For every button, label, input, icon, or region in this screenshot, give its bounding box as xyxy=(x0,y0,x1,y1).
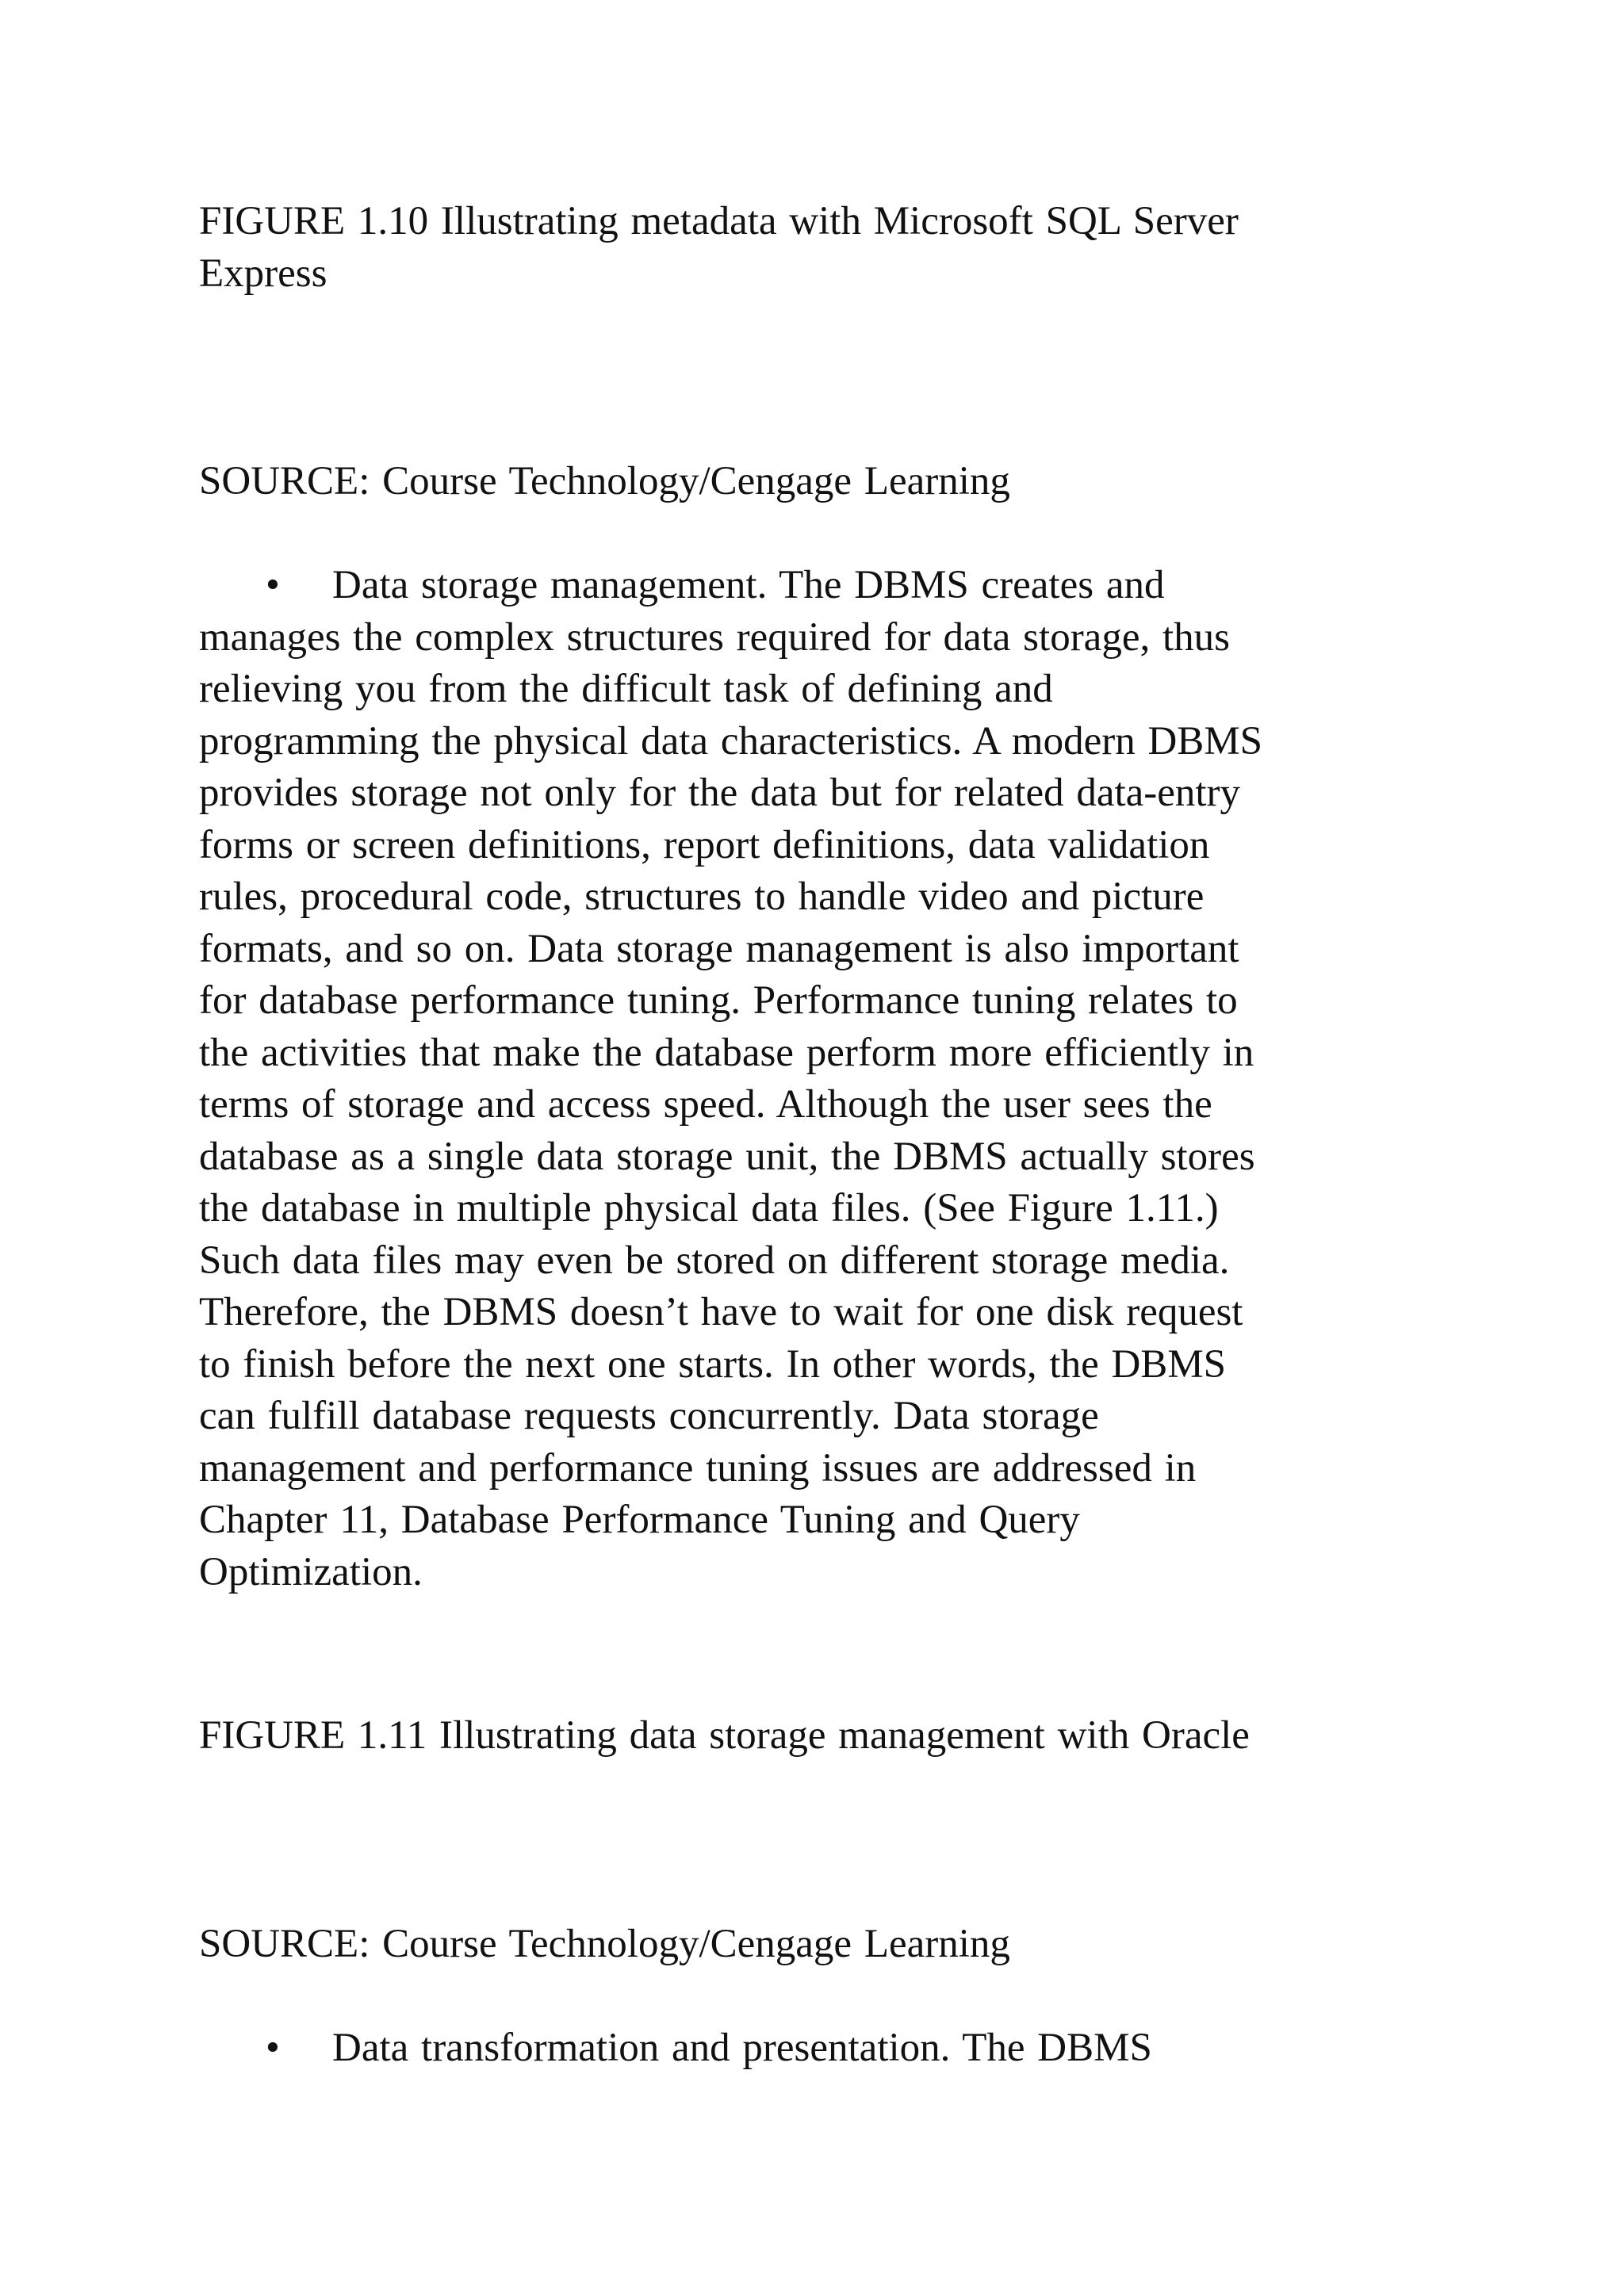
caption-line: Express xyxy=(199,251,327,296)
paragraph-line: forms or screen definitions, report definitions, data validation xyxy=(199,822,1210,867)
bullet-icon: • xyxy=(266,563,280,607)
source-text: SOURCE: Course Technology/Cengage Learning xyxy=(199,1922,1010,1966)
bullet-heading-text: Data storage management. The DBMS creates and xyxy=(332,563,1165,607)
paragraph-line: relieving you from the difficult task of defining and xyxy=(199,667,1053,711)
paragraph-line: management and performance tuning issues are addressed in xyxy=(199,1445,1197,1490)
paragraph-line: Chapter 11, Database Performance Tuning and Query xyxy=(199,1498,1080,1542)
bullet-first-line xyxy=(199,560,1436,612)
paragraph-line: Optimization. xyxy=(199,1549,423,1594)
paragraph-line: can fulfill database requests concurrently. Data storage xyxy=(199,1394,1099,1438)
paragraph-line: provides storage not only for the data but for related data-entry xyxy=(199,771,1241,815)
paragraph-line: the database in multiple physical data files. (See Figure 1.11.) xyxy=(199,1186,1219,1230)
bullet-paragraph-data-storage xyxy=(199,560,1436,1598)
caption-line: FIGURE 1.11 Illustrating data storage management with Oracle xyxy=(199,1713,1250,1758)
figure-1-11-caption xyxy=(199,1710,1436,1762)
paragraph-line: for database performance tuning. Performance tuning relates to xyxy=(199,978,1238,1023)
bullet-first-line xyxy=(199,2022,1436,2075)
bullet-icon: • xyxy=(266,2026,280,2070)
paragraph-line: terms of storage and access speed. Although the user sees the xyxy=(199,1082,1212,1127)
figure-1-10-caption xyxy=(199,196,1436,300)
paragraph-line: Therefore, the DBMS doesn’t have to wait for one disk request xyxy=(199,1290,1243,1334)
paragraph-line: programming the physical data characteristics. A modern DBMS xyxy=(199,718,1263,763)
paragraph-line: database as a single data storage unit, the DBMS actually stores xyxy=(199,1134,1255,1179)
paragraph-line: formats, and so on. Data storage management is also important xyxy=(199,926,1239,971)
source-line-2 xyxy=(199,1919,1436,1971)
source-text: SOURCE: Course Technology/Cengage Learning xyxy=(199,459,1010,503)
caption-line: FIGURE 1.10 Illustrating metadata with Microsoft SQL Server xyxy=(199,199,1239,243)
paragraph-line: manages the complex structures required for data storage, thus xyxy=(199,614,1230,660)
paragraph-line: the activities that make the database perform more efficiently in xyxy=(199,1030,1254,1075)
bullet-paragraph-data-transformation xyxy=(199,2022,1436,2075)
paragraph-line: Such data files may even be stored on different storage media. xyxy=(199,1238,1230,1283)
paragraph-line: rules, procedural code, structures to handle video and picture xyxy=(199,874,1205,919)
bullet-heading-text: Data transformation and presentation. The DBMS xyxy=(332,2026,1152,2070)
paragraph-line: to finish before the next one starts. In other words, the DBMS xyxy=(199,1341,1227,1387)
source-line-1 xyxy=(199,456,1436,508)
